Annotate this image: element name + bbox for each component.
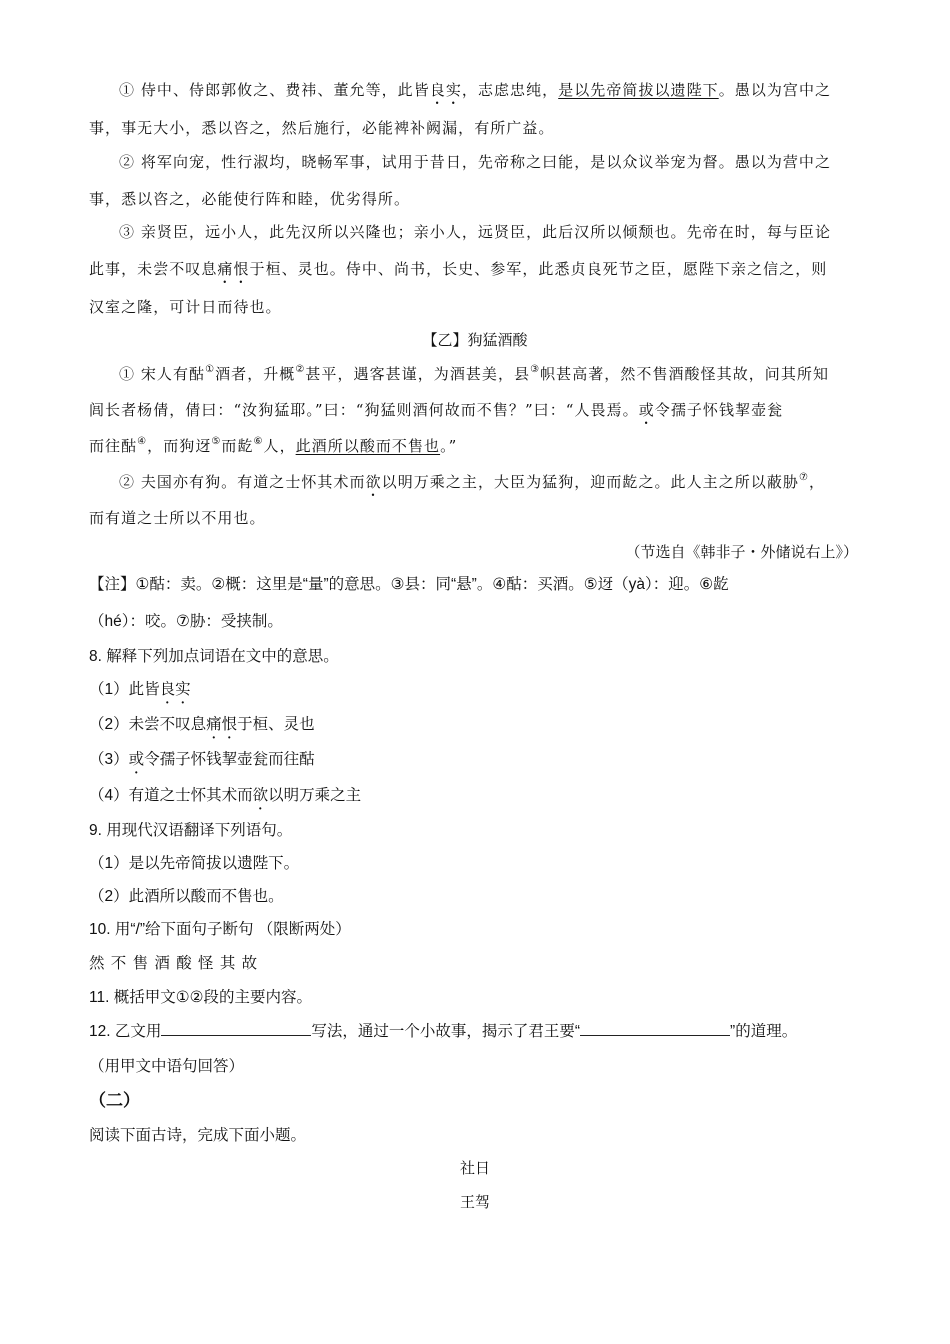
jia-p1-line2: 事，事无大小，悉以咨之，然后施行，必能裨补阙漏，有所广益。 (89, 119, 555, 137)
yi-p2-line2: 而有道之士所以不用也。 (89, 509, 266, 527)
jia-p1-line1: ① 侍中、侍郎郭攸之、费祎、董允等，此皆良实，志虑忠纯，是以先帝简拔以遗陛下。愚以为宫中之 (119, 81, 832, 99)
q8-item-3: （3）或令孺子怀钱挈壶瓮而往酤 (89, 751, 315, 768)
q8-item-2: （2）未尝不叹息痛恨于桓、灵也 (89, 716, 315, 733)
yi-title: 【乙】狗猛酒酸 (422, 331, 528, 349)
q9-stem: 9. 用现代汉语翻译下列语句。 (89, 822, 293, 839)
poem-title: 社日 (459, 1159, 490, 1177)
yi-source: （节选自《韩非子・外储说右上》） (625, 543, 858, 561)
notes-line1: 【注】①酤：卖。②概：这里是“量”的意思。③县：同“悬”。④酤：买酒。⑤迓（yà）：迎。⑥龁 (89, 576, 729, 593)
q9-item-1: （1）是以先帝简拔以遗陛下。 (89, 855, 300, 872)
emphasis-tonghen: 痛恨 (217, 260, 250, 278)
yi-p2-line1: ② 夫国亦有狗。有道之士怀其术而欲以明万乘之主，大臣为猛狗，迎而龁之。此人主之所以蔽胁⑦， (119, 472, 826, 491)
q8-stem: 8. 解释下列加点词语在文中的意思。 (89, 648, 339, 665)
yi-p1-line3: 而往酤④，而狗迓⑤而龁⑥人，此酒所以酸而不售也。” (89, 436, 458, 455)
q10-stem: 10. 用“/”给下面句子断句 （限断两处） (89, 921, 351, 938)
q12-blank-1[interactable] (161, 1021, 311, 1036)
q12-note: （用甲文中语句回答） (89, 1058, 245, 1075)
section-2-heading: （二） (89, 1091, 140, 1110)
underlined-sentence-2: 此酒所以酸而不售也 (295, 437, 441, 455)
jia-p3-line2: 此事，未尝不叹息痛恨于桓、灵也。侍中、尚书，长史、参军，此悉贞良死节之臣，愿陛下亲之信之，则 (89, 260, 828, 278)
q12-stem: 12. 乙文用 写法，通过一个小故事，揭示了君王要“ ”的道理。 (89, 1023, 798, 1040)
underlined-sentence-1: 是以先帝简拔以遗陛下 (558, 81, 719, 99)
jia-p2-line2: 事，悉以咨之，必能使行阵和睦，优劣得所。 (89, 190, 411, 208)
q8-item-4: （4）有道之士怀其术而欲以明万乘之主 (89, 787, 362, 804)
emphasis-yu: 欲 (365, 473, 382, 491)
q12-blank-2[interactable] (580, 1021, 730, 1036)
q11-stem: 11. 概括甲文①②段的主要内容。 (89, 989, 312, 1006)
yi-p1-line2: 闾长者杨倩，倩曰：“汝狗猛耶。”曰：“狗猛则酒何故而不售？”曰：“人畏焉。或令孺子怀钱挈壶瓮 (89, 401, 784, 419)
notes-line2: （hé）：咬。⑦胁：受挟制。 (89, 613, 283, 630)
q8-item-1: （1）此皆良实 (89, 681, 191, 698)
poem-author: 王驾 (459, 1193, 490, 1211)
emphasis-huo: 或 (638, 401, 655, 419)
q10-sentence: 然 不 售 酒 酸 怪 其 故 (89, 955, 259, 972)
jia-p3-line1: ③ 亲贤臣，远小人，此先汉所以兴隆也；亲小人，远贤臣，此后汉所以倾颓也。先帝在时，每与臣论 (119, 223, 832, 241)
jia-p3-line3: 汉室之隆，可计日而待也。 (89, 298, 282, 316)
q9-item-2: （2）此酒所以酸而不售也。 (89, 888, 284, 905)
section-2-instruction: 阅读下面古诗，完成下面小题。 (89, 1127, 307, 1144)
jia-p2-line1: ② 将军向宠，性行淑均，晓畅军事，试用于昔日，先帝称之曰能，是以众议举宠为督。愚以为营中之 (119, 153, 832, 171)
emphasis-liangshi: 良实 (429, 81, 462, 99)
yi-p1-line1: ① 宋人有酤①酒者，升概②甚平，遇客甚谨，为酒甚美，县③帜甚高著，然不售酒酸怪其故，问其所知 (119, 364, 829, 383)
